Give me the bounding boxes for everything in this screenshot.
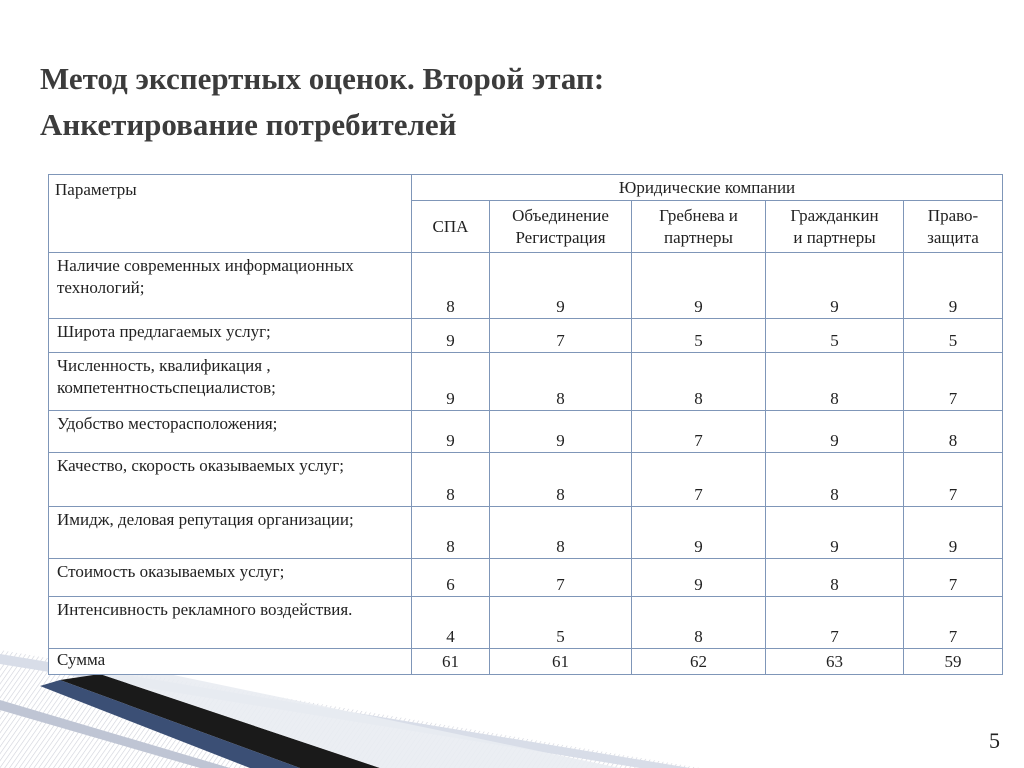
score-cell: 8 <box>632 353 766 411</box>
page-number: 5 <box>989 728 1000 753</box>
score-cell: 9 <box>904 253 1003 319</box>
score-cell: 9 <box>766 253 904 319</box>
table-row <box>49 453 1003 507</box>
row-label: Имидж, деловая репутация организации; <box>49 507 412 559</box>
score-cell: 5 <box>766 319 904 353</box>
score-cell: 9 <box>904 507 1003 559</box>
score-cell: 7 <box>766 597 904 649</box>
table-row <box>49 559 1003 597</box>
row-label: Интенсивность рекламного воздействия. <box>49 597 412 649</box>
score-cell: 8 <box>490 507 632 559</box>
score-cell: 5 <box>904 319 1003 353</box>
company-header: Право- защита <box>904 201 1003 253</box>
score-cell: 6 <box>412 559 490 597</box>
score-cell: 7 <box>904 559 1003 597</box>
params-header: Параметры <box>49 175 412 253</box>
company-header: Гребнева и партнеры <box>632 201 766 253</box>
score-cell: 9 <box>490 411 632 453</box>
row-label: Широта предлагаемых услуг; <box>49 319 412 353</box>
score-cell: 8 <box>766 453 904 507</box>
score-cell: 9 <box>632 559 766 597</box>
table-row <box>49 319 1003 353</box>
table-row <box>49 353 1003 411</box>
score-cell: 5 <box>632 319 766 353</box>
score-cell: 7 <box>490 319 632 353</box>
score-cell: 8 <box>490 453 632 507</box>
company-header: СПА <box>412 201 490 253</box>
score-cell: 8 <box>904 411 1003 453</box>
company-header: Объединение Регистрация <box>490 201 632 253</box>
score-cell: 7 <box>904 353 1003 411</box>
row-label: Стоимость оказываемых услуг; <box>49 559 412 597</box>
score-cell: 7 <box>632 411 766 453</box>
score-cell: 9 <box>412 411 490 453</box>
sum-label: Сумма <box>49 649 412 675</box>
score-cell: 8 <box>412 453 490 507</box>
score-cell: 4 <box>412 597 490 649</box>
score-cell: 9 <box>766 507 904 559</box>
score-cell: 7 <box>904 453 1003 507</box>
slide-title-line-1: Метод экспертных оценок. Второй этап: <box>40 61 605 96</box>
sum-cell: 61 <box>490 649 632 675</box>
score-cell: 8 <box>412 253 490 319</box>
row-label: Удобство месторасположения; <box>49 411 412 453</box>
table-header-row <box>49 175 1003 201</box>
table-row <box>49 507 1003 559</box>
score-cell: 8 <box>632 597 766 649</box>
score-cell: 8 <box>766 559 904 597</box>
score-cell: 9 <box>490 253 632 319</box>
sum-cell: 61 <box>412 649 490 675</box>
slide-title <box>40 56 980 148</box>
score-cell: 9 <box>632 253 766 319</box>
score-cell: 9 <box>412 319 490 353</box>
row-label: Наличие современных информационных технологий; <box>49 253 412 319</box>
score-cell: 7 <box>632 453 766 507</box>
sum-cell: 59 <box>904 649 1003 675</box>
score-cell: 5 <box>490 597 632 649</box>
sum-cell: 62 <box>632 649 766 675</box>
table-row <box>49 253 1003 319</box>
score-cell: 9 <box>766 411 904 453</box>
table-row <box>49 411 1003 453</box>
score-cell: 8 <box>490 353 632 411</box>
score-cell: 7 <box>490 559 632 597</box>
score-cell: 9 <box>632 507 766 559</box>
row-label: Численность, квалификация , компетентностьспециалистов; <box>49 353 412 411</box>
score-cell: 8 <box>412 507 490 559</box>
group-header: Юридические компании <box>412 175 1003 201</box>
table-row <box>49 597 1003 649</box>
sum-row <box>49 649 1003 675</box>
score-cell: 9 <box>412 353 490 411</box>
evaluation-table <box>48 174 1003 675</box>
row-label: Качество, скорость оказываемых услуг; <box>49 453 412 507</box>
sum-cell: 63 <box>766 649 904 675</box>
score-cell: 7 <box>904 597 1003 649</box>
company-header: Гражданкин и партнеры <box>766 201 904 253</box>
slide-title-line-2: Анкетирование потребителей <box>40 107 457 142</box>
score-cell: 8 <box>766 353 904 411</box>
